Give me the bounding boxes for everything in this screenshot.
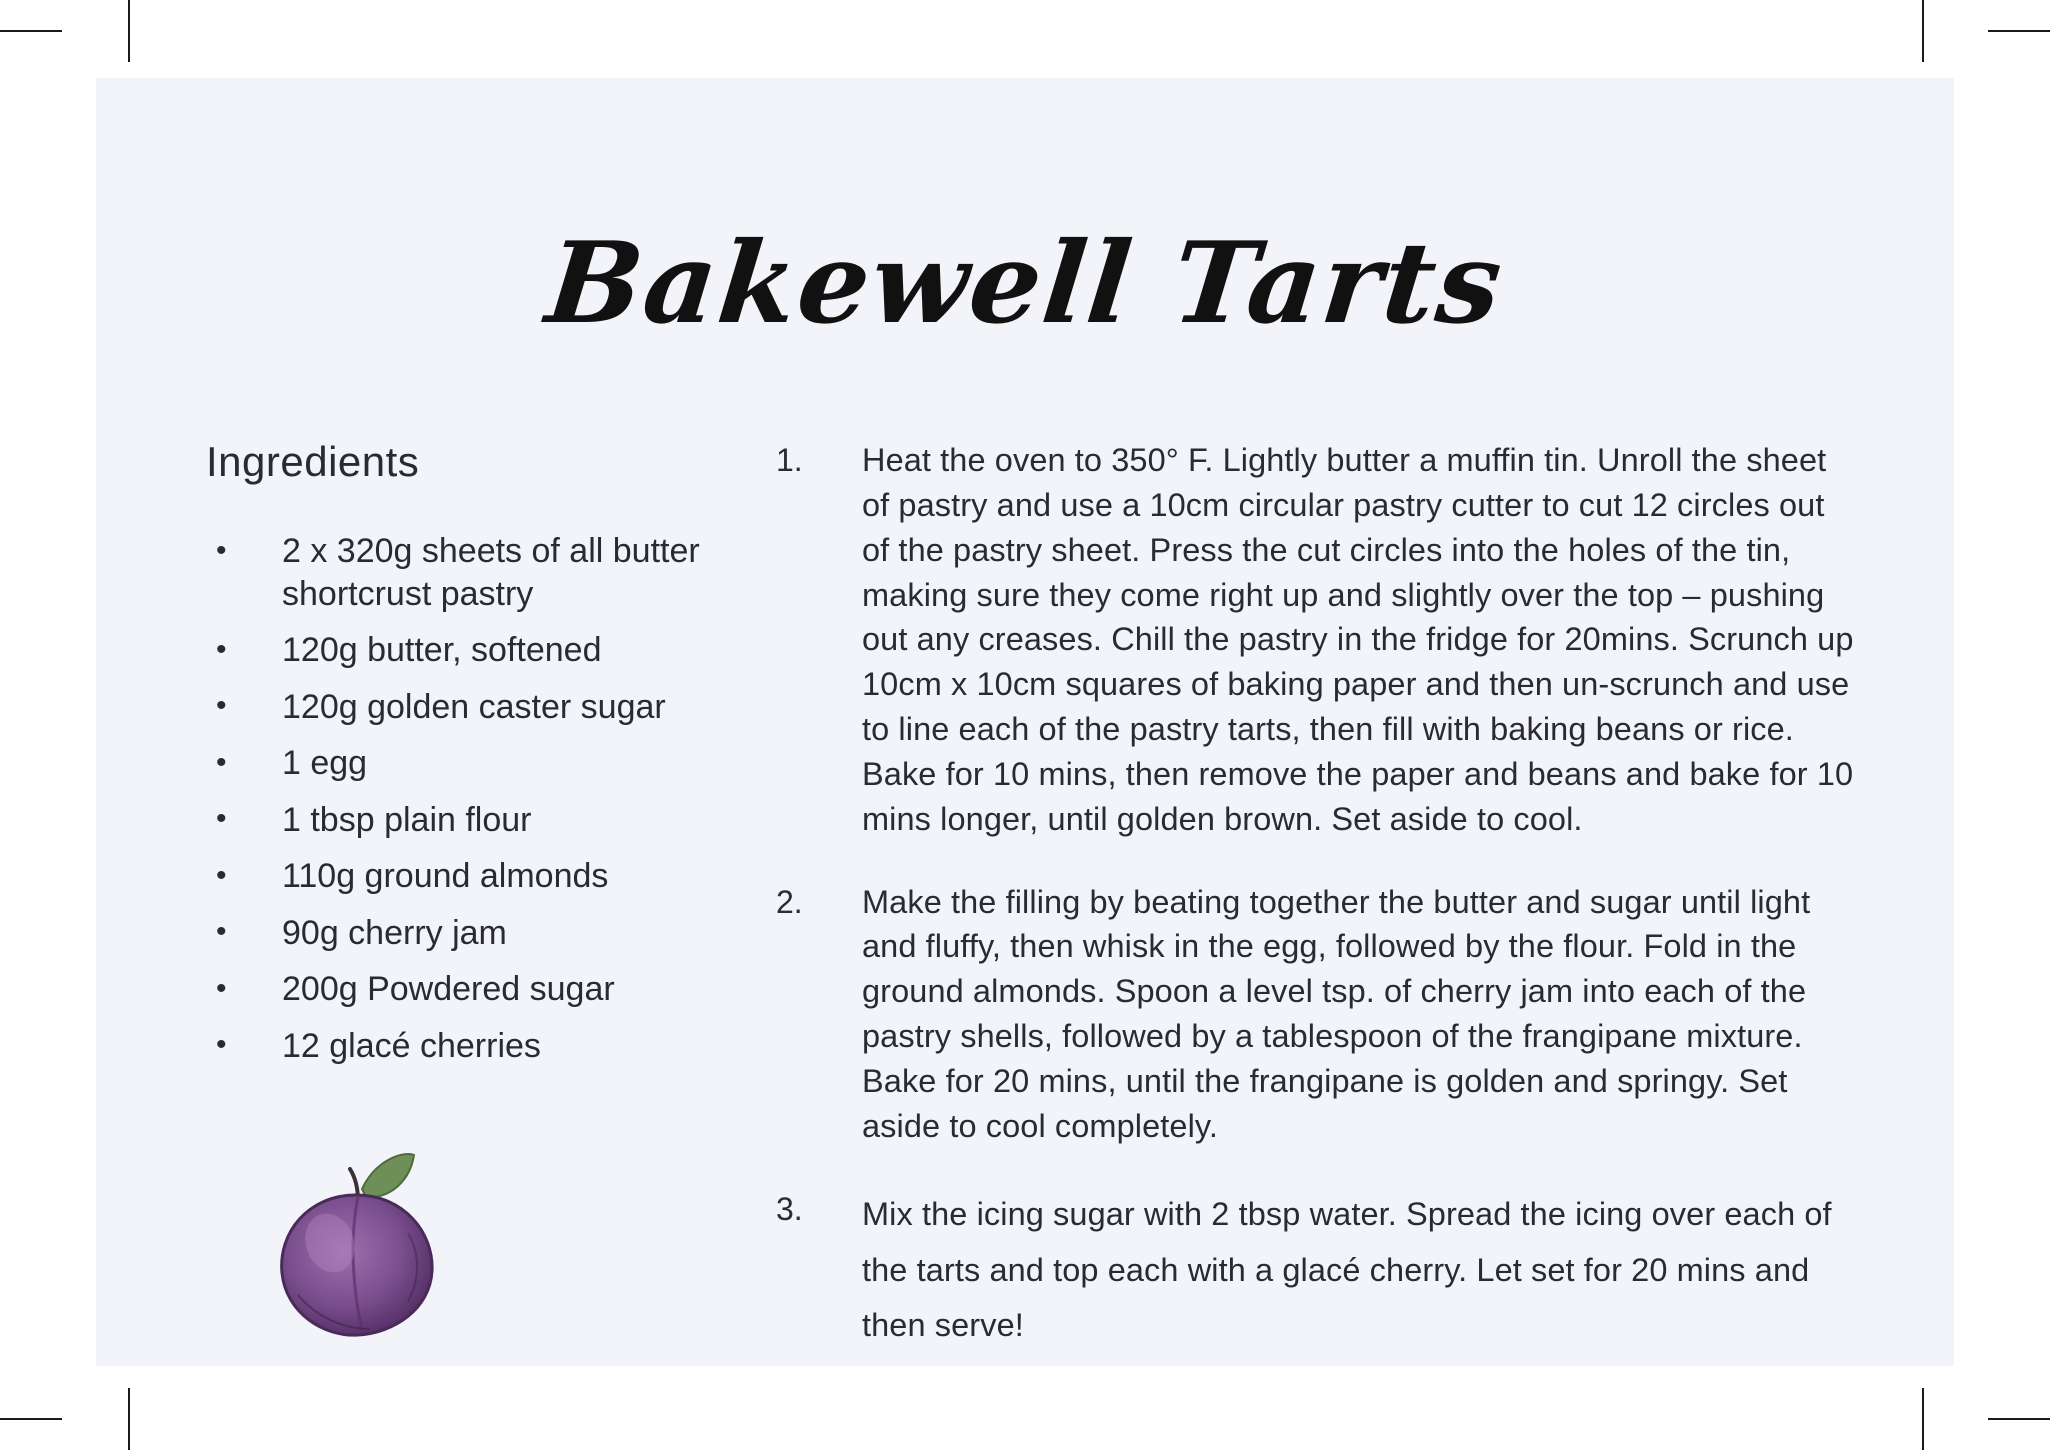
bullet-icon: • [216, 802, 227, 836]
list-item [206, 799, 776, 842]
ingredient-text: 12 glacé cherries [282, 1026, 541, 1065]
ingredient-text: 110g ground almonds [282, 857, 609, 895]
method-step [776, 880, 1858, 1149]
list-item [206, 855, 776, 898]
ingredient-text: 120g butter, softened [282, 631, 602, 669]
list-item [206, 968, 776, 1011]
step-number: 3. [776, 1190, 803, 1227]
list-item [206, 912, 776, 955]
bullet-icon: • [216, 971, 227, 1005]
step-text: Heat the oven to 350° F. Lightly butter a muffin tin. Unroll the sheet of pastry and use a 10cm circular pastry cutter to cut 12 circles out of the pastry sheet. Press the cut circles into the holes of the tin, making sure they come right up and slightly over the top – pushing out any creases. Chill the pastry in the fridge for 20mins. Scrunch up 10cm x 10cm squares of baking paper and then un-scrunch and use to line each of the pastry tarts, then fill with baking beans or rice. Bake for 10 mins, then remove the paper and beans and bake for 10 mins longer, until golden brown. Set aside to cool. [862, 442, 1854, 837]
list-item [206, 1025, 776, 1068]
bullet-icon: • [216, 745, 227, 779]
method-column [776, 438, 1954, 1392]
list-item [206, 686, 776, 729]
ingredient-text: 200g Powdered sugar [282, 970, 615, 1008]
method-step [776, 1187, 1858, 1355]
bullet-icon: • [216, 533, 227, 567]
bullet-icon: • [216, 632, 227, 666]
crop-mark-top-right-horizontal [1988, 30, 2050, 32]
list-item [206, 530, 776, 615]
bullet-icon: • [216, 858, 227, 892]
ingredient-text: 1 egg [282, 744, 368, 782]
ingredient-text: 90g cherry jam [282, 913, 507, 952]
crop-mark-top-left-horizontal [0, 30, 62, 32]
ingredients-list [206, 530, 776, 1067]
step-number: 2. [776, 883, 803, 920]
step-text: Make the filling by beating together the butter and sugar until light and fluffy, then whisk in the egg, followed by the flour. Fold in the ground almonds. Spoon a level tsp. of cherry jam into each of the pastry shells, followed by a tablespoon of the frangipane mixture. Bake for 20 mins, until the frangipane is golden and springy. Set aside to cool completely. [862, 883, 1811, 1144]
crop-mark-top-left-vertical [128, 0, 130, 62]
page-title: Bakewell Tarts [540, 218, 1510, 349]
ingredients-column [96, 438, 776, 1350]
crop-mark-bottom-left-horizontal [0, 1418, 62, 1420]
step-number: 1. [776, 442, 803, 478]
ingredient-text: 2 x 320g sheets of all butter shortcrust pastry [282, 532, 700, 613]
ingredient-text: 1 tbsp plain flour [282, 800, 532, 839]
content-columns [96, 438, 1954, 1392]
ingredients-heading: Ingredients [206, 438, 420, 485]
ingredient-text: 120g golden caster sugar [282, 687, 666, 726]
crop-mark-bottom-right-horizontal [1988, 1418, 2050, 1420]
list-item [206, 629, 776, 672]
bullet-icon: • [216, 1028, 227, 1062]
recipe-card [96, 78, 1954, 1366]
crop-mark-bottom-right-vertical [1922, 1388, 1924, 1450]
bullet-icon: • [216, 915, 227, 949]
method-step [776, 438, 1858, 842]
step-text: Mix the icing sugar with 2 tbsp water. Spread the icing over each of the tarts and top each with a glacé cherry. Let set for 20 mins and then serve! [862, 1195, 1832, 1344]
list-item [206, 742, 776, 785]
crop-mark-bottom-left-vertical [128, 1388, 130, 1450]
method-steps-list [776, 438, 1858, 1354]
crop-mark-top-right-vertical [1922, 0, 1924, 62]
plum-illustration [258, 1145, 488, 1345]
bullet-icon: • [216, 689, 227, 723]
